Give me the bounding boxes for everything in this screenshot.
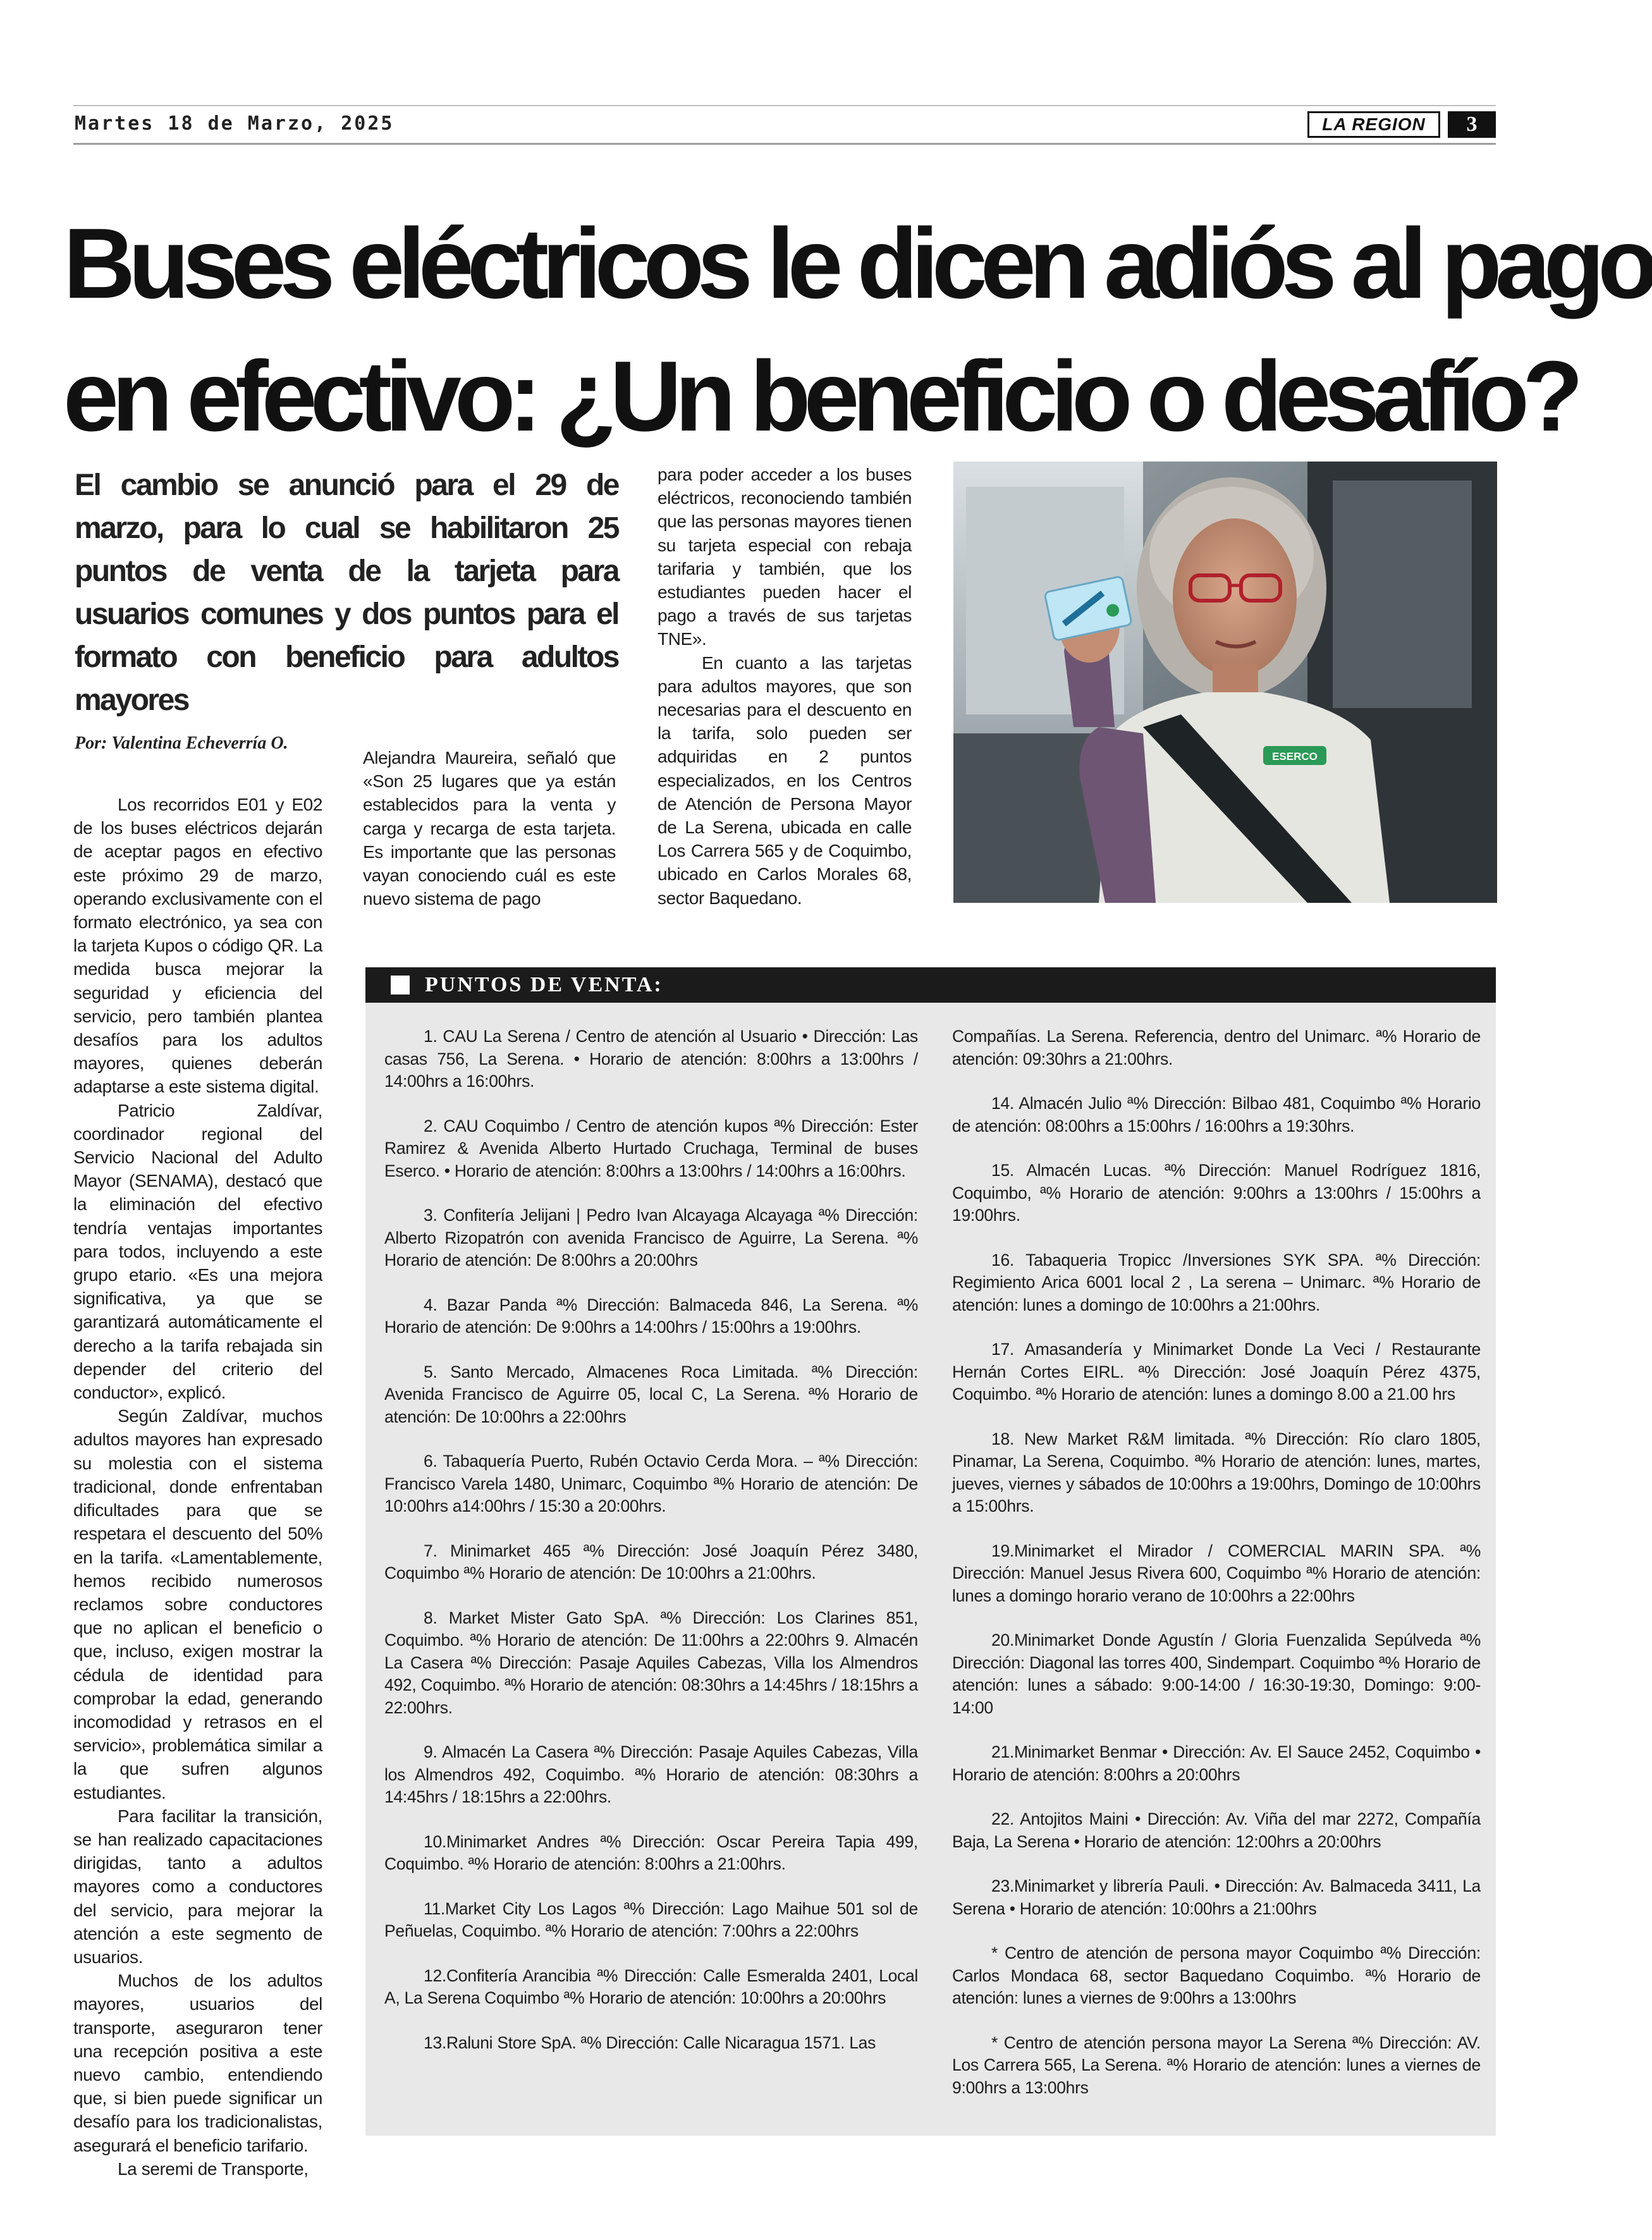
list-item: 1. CAU La Serena / Centro de atención al Usuario • Dirección: Las casas 756, La Serena. • Horario de atención: 8:00hrs a 13:00hrs / 14:00hrs a 16:00hrs. [384, 1027, 918, 1091]
header-bottom-rule [73, 143, 1496, 145]
article-deck: El cambio se anunció para el 29 de marzo, para lo cual se habilitaron 25 puntos de venta de la tarjeta para usuarios comunes y dos puntos para el formato con beneficio para adultos mayores [75, 468, 618, 717]
list-item: * Centro de atención persona mayor La Serena ª% Dirección: AV. Los Carrera 565, La Serena. ª% Horario de atención: lunes a viernes de 9:00hrs a 13:00hrs [952, 2033, 1481, 2097]
article-photo [953, 462, 1497, 903]
list-item: 4. Bazar Panda ª% Dirección: Balmaceda 846, La Serena. ª% Horario de atención: De 9:00hrs a 14:00hrs / 15:00hrs a 19:00hrs. [384, 1295, 918, 1337]
list-item: 13.Raluni Store SpA. ª% Dirección: Calle Nicaragua 1571. Las [424, 2033, 876, 2052]
headline-line-2: en efectivo: ¿Un beneficio o desafío? [63, 341, 1577, 452]
list-item: 19.Minimarket el Mirador / COMERCIAL MARIN SPA. ª% Dirección: Manuel Jesus Rivera 600, Coquimbo ª% Horario de atención: lunes a domingo horario verano de 10:00hrs a 22:00hrs [952, 1541, 1481, 1605]
list-item: 8. Market Mister Gato SpA. ª% Dirección: Los Clarines 851, Coquimbo. ª% Horario de atención: De 11:00hrs a 22:00hrs 9. Almacén La Casera ª% Dirección: Pasaje Aquiles Cabezas, Villa los Almendros 492, Coquimbo. ª% Horario de atención: 08:30hrs a 14:45hrs / 18:15hrs a 22:00hrs. [384, 1608, 918, 1717]
list-item: * Centro de atención de persona mayor Coquimbo ª% Dirección: Carlos Mondaca 68, sector Baquedano Coquimbo. ª% Horario de atención: lunes a viernes de 9:00hrs a 13:00hrs [952, 1943, 1481, 2007]
list-item: 20.Minimarket Donde Agustín / Gloria Fuenzalida Sepúlveda ª% Dirección: Diagonal las torres 400, Sindempart. Coquimbo ª% Horario de atención: lunes a sábado: 9:00-14:00 / 16:30-19:30, Domingo: 9:00-14:00 [952, 1631, 1481, 1717]
paragraph: Los recorridos E01 y E02 de los buses eléctricos dejarán de aceptar pagos en efectivo este próximo 29 de marzo, operando exclusivamente con el formato electrónico, ya sea con la tarjeta Kupos o código QR. La medida busca mejorar la seguridad y eficiencia del servicio, pero también plantea desafíos para los adultos mayores, quienes deberán adaptarse a este sistema digital. [73, 795, 322, 1097]
list-item: 7. Minimarket 465 ª% Dirección: José Joaquín Pérez 3480, Coquimbo ª% Horario de atención: De 10:00hrs a 21:00hrs. [384, 1541, 918, 1582]
list-item: 22. Antojitos Maini • Dirección: Av. Viña del mar 2272, Compañía Baja, La Serena • Horario de atención: 12:00hrs a 20:00hrs [952, 1809, 1481, 1851]
paragraph: Para facilitar la transición, se han realizado capacitaciones dirigidas, tanto a adultos mayores como a conductores del servicio, para mejorar la atención a este segmento de usuarios. [73, 1806, 322, 1967]
list-item: 2. CAU Coquimbo / Centro de atención kupos ª% Dirección: Ester Ramirez & Avenida Alberto Hurtado Cruchaga, Terminal de buses Eserco. • Horario de atención: 8:00hrs a 13:00hrs / 14:00hrs a 16:00hrs. [384, 1116, 918, 1180]
page-number: 3 [1448, 111, 1496, 138]
list-item: 23.Minimarket y librería Pauli. • Dirección: Av. Balmaceda 3411, La Serena • Horario de atención: 10:00hrs a 21:00hrs [952, 1876, 1481, 1918]
article-headline [63, 197, 1652, 463]
list-item: 9. Almacén La Casera ª% Dirección: Pasaje Aquiles Cabezas, Villa los Almendros 492, Coquimbo. ª% Horario de atención: 08:30hrs a 14:45hrs / 18:15hrs a 22:00hrs. [384, 1742, 918, 1806]
body-column-2 [363, 746, 616, 910]
list-item: 6. Tabaquería Puerto, Rubén Octavio Cerda Mora. – ª% Dirección: Francisco Varela 1480, Unimarc, Coquimbo ª% Horario de atención: De 10:00hrs a14:00hrs / 15:30 a 20:00hrs. [384, 1452, 918, 1515]
points-of-sale-left-column [384, 1025, 918, 2076]
list-item-continuation: Compañías. La Serena. Referencia, dentro del Unimarc. ª% Horario de atención: 09:30hrs a 21:00hrs. [952, 1027, 1481, 1068]
paragraph: Muchos de los adultos mayores, usuarios del transporte, aseguraron tener una recepción positiva a este nuevo cambio, entendiendo que, si bien puede significar un desafío para los tradicionalistas, asegurará el beneficio tarifario. [73, 1971, 322, 2155]
list-item: 18. New Market R&M limitada. ª% Dirección: Río claro 1805, Pinamar, La Serena, Coquimbo. ª% Horario de atención: lunes, martes, jueves, viernes y sábados de 10:00hrs a 19:00hrs, Domingo de 10:00hrs a 15:00hrs. [952, 1429, 1481, 1515]
paragraph: En cuanto a las tarjetas para adultos mayores, que son necesarias para el descuento en la tarifa, solo pueden ser adquiridas en 2 puntos especializados, en los Centros de Atención de Persona Mayor de La Serena, ubicada en calle Los Carrera 565 y de Coquimbo, ubicado en Carlos Morales 68, sector Baquedano. [658, 652, 912, 908]
header-top-rule [73, 105, 1496, 106]
newspaper-name: LA REGION [1319, 114, 1428, 135]
list-item: 16. Tabaqueria Tropicc /Inversiones SYK SPA. ª% Dirección: Regimiento Arica 6001 local 2 , La serena – Unimarc. ª% Horario de atención: lunes a domingo de 10:00hrs a 21:00hrs. [952, 1250, 1481, 1314]
list-item: 10.Minimarket Andres ª% Dirección: Oscar Pereira Tapia 499, Coquimbo. ª% Horario de atención: 8:00hrs a 21:00hrs. [384, 1832, 918, 1873]
headline-line-1: Buses eléctricos le dicen adiós al pago [63, 208, 1652, 319]
list-item: 3. Confitería Jelijani | Pedro Ivan Alcayaga Alcayaga ª% Dirección: Alberto Rizopatrón con avenida Francisco de Aguirre, La Serena. ª% Horario de atención: De 8:00hrs a 20:00hrs [384, 1206, 918, 1270]
list-item: 5. Santo Mercado, Almacenes Roca Limitada. ª% Dirección: Avenida Francisco de Aguirre 05, local C, La Serena. ª% Horario de atención: De 10:00hrs a 22:00hrs [384, 1362, 918, 1426]
points-of-sale-right-column [952, 1025, 1481, 2121]
photo-woman-holding-card [953, 462, 1497, 903]
newspaper-logo [1307, 111, 1440, 138]
list-item: 14. Almacén Julio ª% Dirección: Bilbao 481, Coquimbo ª% Horario de atención: 08:00hrs a 15:00hrs / 16:00hrs a 19:30hrs. [952, 1094, 1481, 1135]
list-item: 17. Amasandería y Minimarket Donde La Veci / Restaurante Hernán Cortes EIRL. ª% Dirección: José Joaquín Pérez 4375, Coquimbo. ª% Horario de atención: lunes a domingo 8.00 a 21.00 hrs [952, 1340, 1481, 1404]
list-item: 12.Confitería Arancibia ª% Dirección: Calle Esmeralda 2401, Local A, La Serena Coquimbo ª% Horario de atención: 10:00hrs a 20:00hrs [384, 1966, 918, 2007]
paragraph: Patricio Zaldívar, coordinador regional del Servicio Nacional del Adulto Mayor (SENAMA), destacó que la eliminación del efectivo tendría ventajas importantes para todos, incluyendo a este grupo etario. «Es una mejora significativa, ya que se garantizará automáticamente el derecho a la tarifa rebajada sin depender del criterio del conductor», explicó. [73, 1100, 322, 1403]
points-of-sale-title: PUNTOS DE VENTA: [425, 973, 663, 996]
list-item: 21.Minimarket Benmar • Dirección: Av. El Sauce 2452, Coquimbo • Horario de atención: 8:00hrs a 20:00hrs [952, 1742, 1481, 1784]
paragraph: Según Zaldívar, muchos adultos mayores han expresado su molestia con el sistema tradicional, donde enfrentaban dificultades para que se respetara el descuento del 50% en la tarifa. «Lamentablemente, hemos recibido numerosos reclamos sobre conductores que no aplican el beneficio o que, incluso, exigen mostrar la cédula de identidad para comprobar la edad, generando incomodidad y retrasos en el servicio», problemática similar a la que sufren algunos estudiantes. [73, 1406, 322, 1802]
paragraph: Alejandra Maureira, señaló que «Son 25 lugares que ya están establecidos para la venta y carga y recarga de esta tarjeta. Es importante que las personas vayan conociendo cuál es este nuevo sistema de pago [363, 748, 616, 909]
vest-logo-text: ESERCO [1272, 750, 1318, 762]
square-bullet-icon [391, 976, 410, 995]
paragraph: para poder acceder a los buses eléctricos, reconociendo también que las personas mayores tienen su tarjeta especial con rebaja tarifaria y también, que los estudiantes pueden hacer el pago a través de sus tarjetas TNE». [658, 465, 912, 649]
body-column-3 [658, 463, 912, 910]
body-column-1 [73, 793, 322, 2179]
article-byline: Por: Valentina Echeverría O. [75, 733, 288, 753]
list-item: 15. Almacén Lucas. ª% Dirección: Manuel Rodríguez 1816, Coquimbo, ª% Horario de atención: 9:00hrs a 13:00hrs / 15:00hrs a 19:00hrs. [952, 1161, 1481, 1225]
issue-date: Martes 18 de Marzo, 2025 [75, 113, 395, 135]
paragraph: La seremi de Transporte, [118, 2158, 309, 2179]
list-item: 11.Market City Los Lagos ª% Dirección: Lago Maihue 501 sol de Peñuelas, Coquimbo. ª% Horario de atención: 7:00hrs a 22:00hrs [384, 1899, 918, 1940]
